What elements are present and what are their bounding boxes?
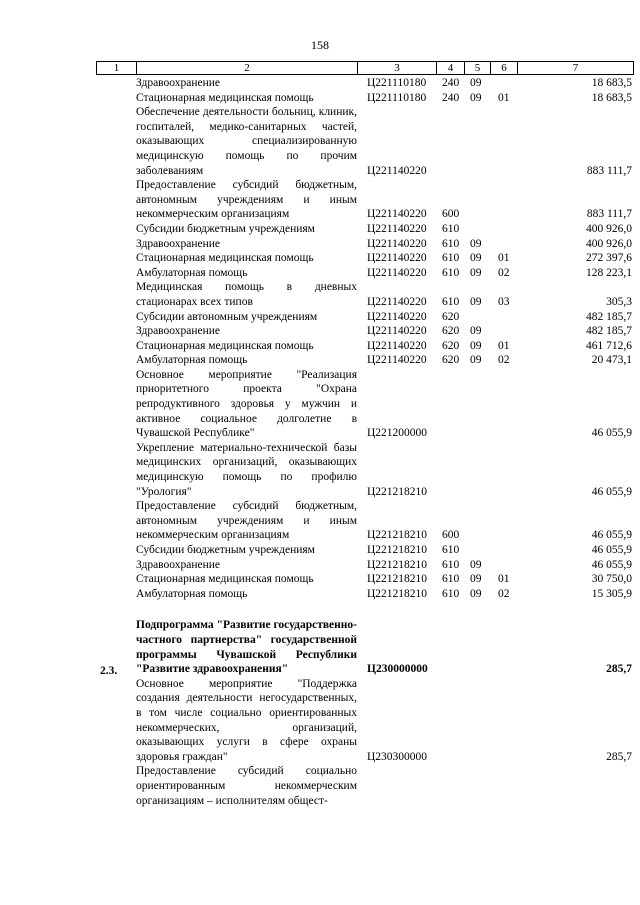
cell-c4: 620 <box>442 310 460 323</box>
cell-c4: 610 <box>442 587 460 600</box>
table-row <box>96 76 632 91</box>
cell-c5: 09 <box>470 339 482 352</box>
cell-c2: Предоставление субсидий бюджетным, автономным учреждениям и иным некоммерческим организациям <box>136 500 357 542</box>
table-row <box>96 353 632 368</box>
cell-c3: Ц221140220 <box>367 354 427 367</box>
cell-c6: 02 <box>498 354 510 367</box>
cell-c7: 883 111,7 <box>586 164 632 177</box>
cell-c3: Ц221140220 <box>367 222 427 235</box>
cell-c7: 30 750,0 <box>591 573 632 586</box>
cell-c6: 01 <box>498 91 510 104</box>
cell-c5: 09 <box>470 77 482 89</box>
header-col-6: 6 <box>491 62 518 74</box>
cell-c3: Ц221140220 <box>367 208 427 221</box>
cell-c6: 01 <box>498 573 510 586</box>
cell-c4: 610 <box>442 544 460 556</box>
table-row <box>96 499 632 543</box>
cell-c7: 305,3 <box>606 295 632 308</box>
table-row <box>96 558 632 573</box>
cell-c2: Здравоохранение <box>136 77 221 89</box>
cell-c2: Укрепление материально-технической базы медицинских организаций, оказывающих медицинскую помощь по профилю "Урология" <box>136 441 357 498</box>
cell-c2: Стационарная медицинская помощь <box>136 339 314 352</box>
cell-c3: Ц221218210 <box>367 485 428 498</box>
cell-c3: Ц221140220 <box>367 310 427 323</box>
cell-c4: 610 <box>442 252 460 265</box>
table-row <box>96 91 632 106</box>
cell-c3: Ц221218210 <box>367 544 428 556</box>
table-row <box>96 677 632 765</box>
cell-c3: Ц230300000 <box>367 750 428 763</box>
cell-c2: Основное мероприятие "Реализация приоритетного проекта "Охрана репродуктивного здоровья у мужчин и активное социальное долголетие в Чувашской Республике" <box>136 368 357 440</box>
cell-c7: 272 397,6 <box>586 252 632 265</box>
cell-c4: 610 <box>442 573 460 586</box>
table-row <box>96 105 632 178</box>
cell-c5: 09 <box>470 295 482 308</box>
cell-c2: Здравоохранение <box>136 558 221 571</box>
cell-c7: 482 185,7 <box>586 325 632 338</box>
table-row <box>96 368 632 441</box>
cell-c5: 09 <box>470 587 482 600</box>
header-col-5: 5 <box>465 62 491 74</box>
cell-c4: 240 <box>442 77 460 89</box>
header-col-4: 4 <box>437 62 465 74</box>
cell-c2: Медицинская помощь в дневных стационарах всех типов <box>136 281 357 308</box>
cell-c3: Ц221200000 <box>367 427 428 440</box>
section-spacer <box>96 601 632 618</box>
cell-c3: Ц221218210 <box>367 573 428 586</box>
cell-c2: Предоставление субсидий бюджетным, автономным учреждениям и иным некоммерческим организациям <box>136 179 357 221</box>
cell-c2: Субсидии автономным учреждениям <box>136 310 318 323</box>
cell-c4: 600 <box>442 529 460 542</box>
header-col-7: 7 <box>572 62 579 74</box>
table-body <box>96 76 632 808</box>
cell-c3: Ц221140220 <box>367 237 427 250</box>
cell-c7: 461 712,6 <box>586 339 632 352</box>
cell-c5: 09 <box>470 558 482 571</box>
cell-c4: 620 <box>442 325 460 338</box>
cell-c5: 09 <box>470 237 482 250</box>
cell-c6: 03 <box>498 295 510 308</box>
cell-c6: 01 <box>498 339 510 352</box>
cell-c2: Обеспечение деятельности больниц, клиник, госпиталей, медико-санитарных частей, оказывающих специализированную медицинскую помощь по прочим заболеваниям <box>136 106 357 177</box>
cell-c5: 09 <box>470 325 482 338</box>
cell-c3: Ц221140220 <box>367 266 427 279</box>
cell-c2: Амбулаторная помощь <box>136 266 248 279</box>
cell-c4: 240 <box>442 91 460 104</box>
cell-c3: Ц221110180 <box>367 91 427 104</box>
cell-c4: 610 <box>442 237 460 250</box>
cell-c3: Ц221218210 <box>367 529 428 542</box>
cell-c3: Ц221140220 <box>367 295 427 308</box>
cell-c7: 18 683,5 <box>591 91 632 104</box>
cell-c4: 610 <box>442 266 460 279</box>
table-row <box>96 572 632 587</box>
cell-c3: Ц221110180 <box>367 77 427 89</box>
table-row <box>96 618 632 676</box>
page-number: 158 <box>311 38 329 52</box>
cell-c2: Здравоохранение <box>136 325 221 338</box>
cell-c7: 46 055,9 <box>591 529 632 542</box>
cell-c2: Амбулаторная помощь <box>136 354 248 367</box>
table-row <box>96 178 632 222</box>
cell-c2: Амбулаторная помощь <box>136 587 248 600</box>
cell-c2: Субсидии бюджетным учреждениям <box>136 544 315 556</box>
header-col-2: 2 <box>137 62 358 74</box>
table-row <box>96 310 632 325</box>
cell-c5: 09 <box>470 573 482 586</box>
cell-c3: Ц221218210 <box>367 558 428 571</box>
cell-c4: 600 <box>442 208 460 221</box>
table-row <box>96 764 632 808</box>
table-row <box>96 587 632 602</box>
table-row <box>96 266 632 281</box>
cell-c2: Основное мероприятие "Поддержка создания деятельности негосударственных, в том числе социально ориентированных некоммерческих, организаций, оказывающих услуги в сфере охраны здоровья граждан" <box>136 677 357 763</box>
cell-c6: 02 <box>498 587 510 600</box>
table-row <box>96 324 632 339</box>
cell-c3: Ц230000000 <box>367 663 428 676</box>
table-row <box>96 543 632 558</box>
cell-c6: 01 <box>498 252 510 265</box>
cell-c2: Здравоохранение <box>136 237 221 250</box>
cell-c7: 20 473,1 <box>591 354 632 367</box>
header-col-3: 3 <box>358 62 437 74</box>
table-row <box>96 222 632 237</box>
cell-c7: 285,7 <box>606 750 632 763</box>
cell-c7: 46 055,9 <box>591 544 632 556</box>
cell-c2: Стационарная медицинская помощь <box>136 252 314 265</box>
cell-c2: Стационарная медицинская помощь <box>136 91 314 104</box>
cell-c7: 46 055,9 <box>591 485 632 498</box>
cell-c4: 610 <box>442 558 460 571</box>
table-row <box>96 441 632 499</box>
cell-c7: 285,7 <box>606 663 632 676</box>
cell-c6: 02 <box>498 266 510 279</box>
cell-c3: Ц221140220 <box>367 252 427 265</box>
cell-c3: Ц221140220 <box>367 164 427 177</box>
cell-c7: 400 926,0 <box>586 222 632 235</box>
cell-c7: 46 055,9 <box>591 558 632 571</box>
cell-c2: Стационарная медицинская помощь <box>136 573 314 586</box>
cell-c1: 2.3. <box>100 664 118 677</box>
cell-c5: 09 <box>470 252 482 265</box>
table-header <box>96 61 634 75</box>
cell-c2: Субсидии бюджетным учреждениям <box>136 222 315 235</box>
cell-c4: 620 <box>442 339 460 352</box>
header-col-1: 1 <box>97 62 137 74</box>
cell-c2: Предоставление субсидий социально ориентированным некоммерческим организациям – исполнителям общест- <box>136 765 357 807</box>
cell-c4: 620 <box>442 354 460 367</box>
cell-c3: Ц221140220 <box>367 325 427 338</box>
cell-c3: Ц221140220 <box>367 339 427 352</box>
cell-c4: 610 <box>442 222 460 235</box>
cell-c7: 46 055,9 <box>591 427 632 440</box>
table-row <box>96 237 632 252</box>
cell-c7: 15 305,9 <box>591 587 632 600</box>
cell-c7: 482 185,7 <box>586 310 632 323</box>
cell-c7: 18 683,5 <box>591 77 632 89</box>
cell-c2: Подпрограмма "Развитие государственно-частного партнерства" государственной программы Чувашской Республики "Развитие здравоохранения" <box>136 619 357 676</box>
cell-c3: Ц221218210 <box>367 587 428 600</box>
cell-c7: 883 111,7 <box>586 208 632 221</box>
table-row <box>96 280 632 309</box>
table-row <box>96 339 632 354</box>
cell-c4: 610 <box>442 295 460 308</box>
cell-c5: 09 <box>470 354 482 367</box>
cell-c7: 400 926,0 <box>586 237 632 250</box>
cell-c5: 09 <box>470 266 482 279</box>
cell-c7: 128 223,1 <box>586 266 632 279</box>
cell-c5: 09 <box>470 91 482 104</box>
table-row <box>96 251 632 266</box>
